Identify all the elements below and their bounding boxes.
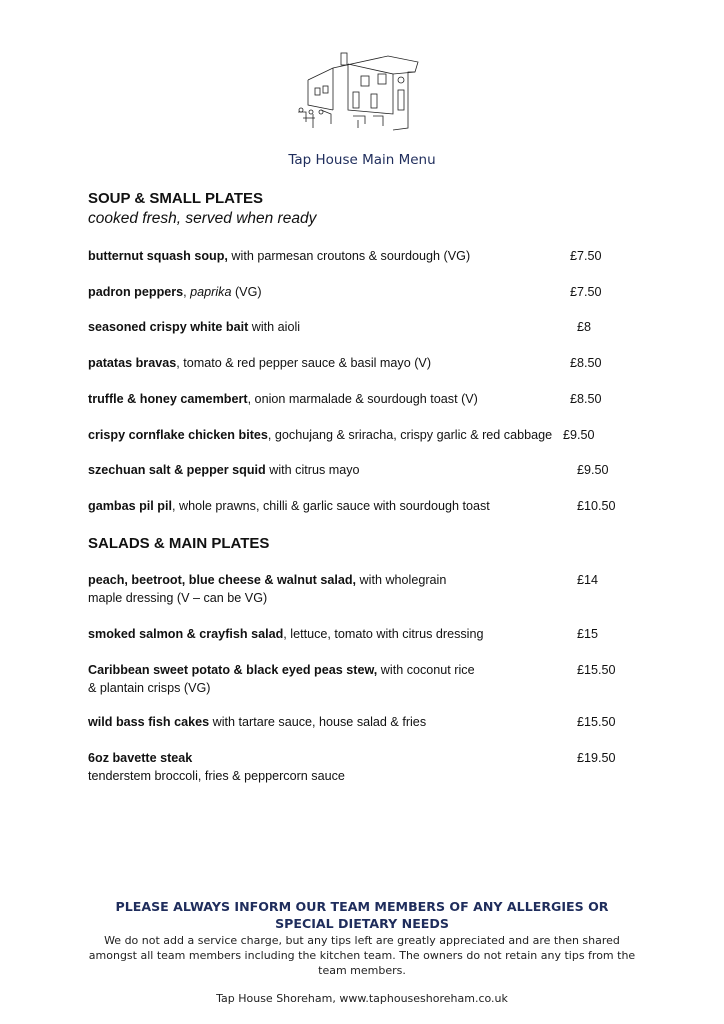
menu-item bbox=[88, 283, 262, 301]
menu-item-name: smoked salmon & crayfish salad bbox=[88, 627, 284, 641]
menu-item bbox=[88, 247, 470, 265]
allergy-warning: PLEASE ALWAYS INFORM OUR TEAM MEMBERS OF ANY ALLERGIES OR SPECIAL DIETARY NEEDS bbox=[115, 899, 609, 931]
section-subtitle: cooked fresh, served when ready bbox=[88, 210, 317, 227]
menu-item-description: tenderstem broccoli, fries & peppercorn sauce bbox=[88, 769, 345, 783]
menu-item-price: £15 bbox=[577, 627, 599, 641]
menu-item-name: butternut squash soup, bbox=[88, 249, 228, 263]
menu-item-description: , whole prawns, chilli & garlic sauce with sourdough toast bbox=[171, 499, 490, 513]
menu-item-description: , tomato & red pepper sauce & basil mayo (V) bbox=[176, 356, 432, 370]
menu-item-description: , lettuce, tomato with citrus dressing bbox=[283, 627, 484, 641]
menu-item-price: £8.50 bbox=[570, 356, 602, 370]
menu-item-name: patatas bravas bbox=[88, 356, 177, 370]
menu-item-name: szechuan salt & pepper squid bbox=[88, 463, 266, 477]
menu-title: Tap House Main Menu bbox=[288, 152, 436, 168]
menu-item-description: , bbox=[183, 285, 191, 299]
menu-item bbox=[88, 661, 475, 697]
menu-item-description: maple dressing (V – can be VG) bbox=[88, 591, 268, 605]
section-heading-salads-main-plates: SALADS & MAIN PLATES bbox=[88, 535, 270, 552]
menu-item-price: £9.50 bbox=[577, 463, 609, 477]
menu-item-price: £15.50 bbox=[577, 715, 616, 729]
menu-item-price: £10.50 bbox=[577, 499, 616, 513]
menu-item-price: £15.50 bbox=[577, 663, 616, 677]
menu-item-price: £19.50 bbox=[577, 751, 616, 765]
menu-item-name: Caribbean sweet potato & black eyed peas stew, bbox=[88, 663, 378, 677]
menu-item-name: wild bass fish cakes bbox=[88, 715, 210, 729]
menu-item-description: , gochujang & sriracha, crispy garlic & red cabbage bbox=[267, 428, 553, 442]
menu-item bbox=[88, 461, 360, 479]
section-heading-soup-small-plates: SOUP & SMALL PLATES bbox=[88, 190, 264, 207]
menu-item-description: with aioli bbox=[248, 320, 301, 334]
menu-item-price: £7.50 bbox=[570, 285, 602, 299]
menu-item-price: £14 bbox=[577, 573, 599, 587]
menu-item bbox=[88, 497, 490, 515]
menu-item-price: £8 bbox=[577, 320, 592, 334]
menu-item-description: with citrus mayo bbox=[265, 463, 360, 477]
menu-item bbox=[88, 625, 483, 643]
menu-item bbox=[88, 390, 478, 408]
menu-item-description: with wholegrain bbox=[356, 573, 447, 587]
menu-item-description: with tartare sauce, house salad & fries bbox=[209, 715, 427, 729]
menu-item bbox=[88, 749, 345, 785]
menu-item-price: £8.50 bbox=[570, 392, 602, 406]
menu-item-description: with parmesan croutons & sourdough (VG) bbox=[227, 249, 471, 263]
menu-item-price: £7.50 bbox=[570, 249, 602, 263]
menu-item-name: crispy cornflake chicken bites bbox=[88, 428, 268, 442]
tips-notice: We do not add a service charge, but any tips left are greatly appreciated and are then shared amongst all team members including the kitchen team. The owners do not retain any tips from the team members. bbox=[88, 934, 636, 977]
menu-item-name: peach, beetroot, blue cheese & walnut salad, bbox=[88, 573, 357, 587]
menu-item-name: seasoned crispy white bait bbox=[88, 320, 249, 334]
menu-item-name: 6oz bavette steak bbox=[88, 751, 193, 765]
menu-item-name: gambas pil pil bbox=[88, 499, 172, 513]
menu-item bbox=[88, 318, 300, 336]
menu-item-description: & plantain crisps (VG) bbox=[88, 681, 211, 695]
tap-house-building-sketch bbox=[293, 50, 433, 132]
menu-item-description: (VG) bbox=[231, 285, 262, 299]
menu-item bbox=[88, 354, 431, 372]
menu-item-name: truffle & honey camembert bbox=[88, 392, 248, 406]
menu-item-description: , onion marmalade & sourdough toast (V) bbox=[247, 392, 478, 406]
menu-item-description: with coconut rice bbox=[377, 663, 475, 677]
menu-item bbox=[88, 426, 552, 444]
menu-item-name: padron peppers bbox=[88, 285, 184, 299]
menu-item-price: £9.50 bbox=[563, 428, 595, 442]
menu-item bbox=[88, 571, 446, 607]
menu-item bbox=[88, 713, 426, 731]
address-website: Tap House Shoreham, www.taphouseshoreham.co.uk bbox=[216, 992, 508, 1005]
menu-item-description: paprika bbox=[190, 285, 232, 299]
